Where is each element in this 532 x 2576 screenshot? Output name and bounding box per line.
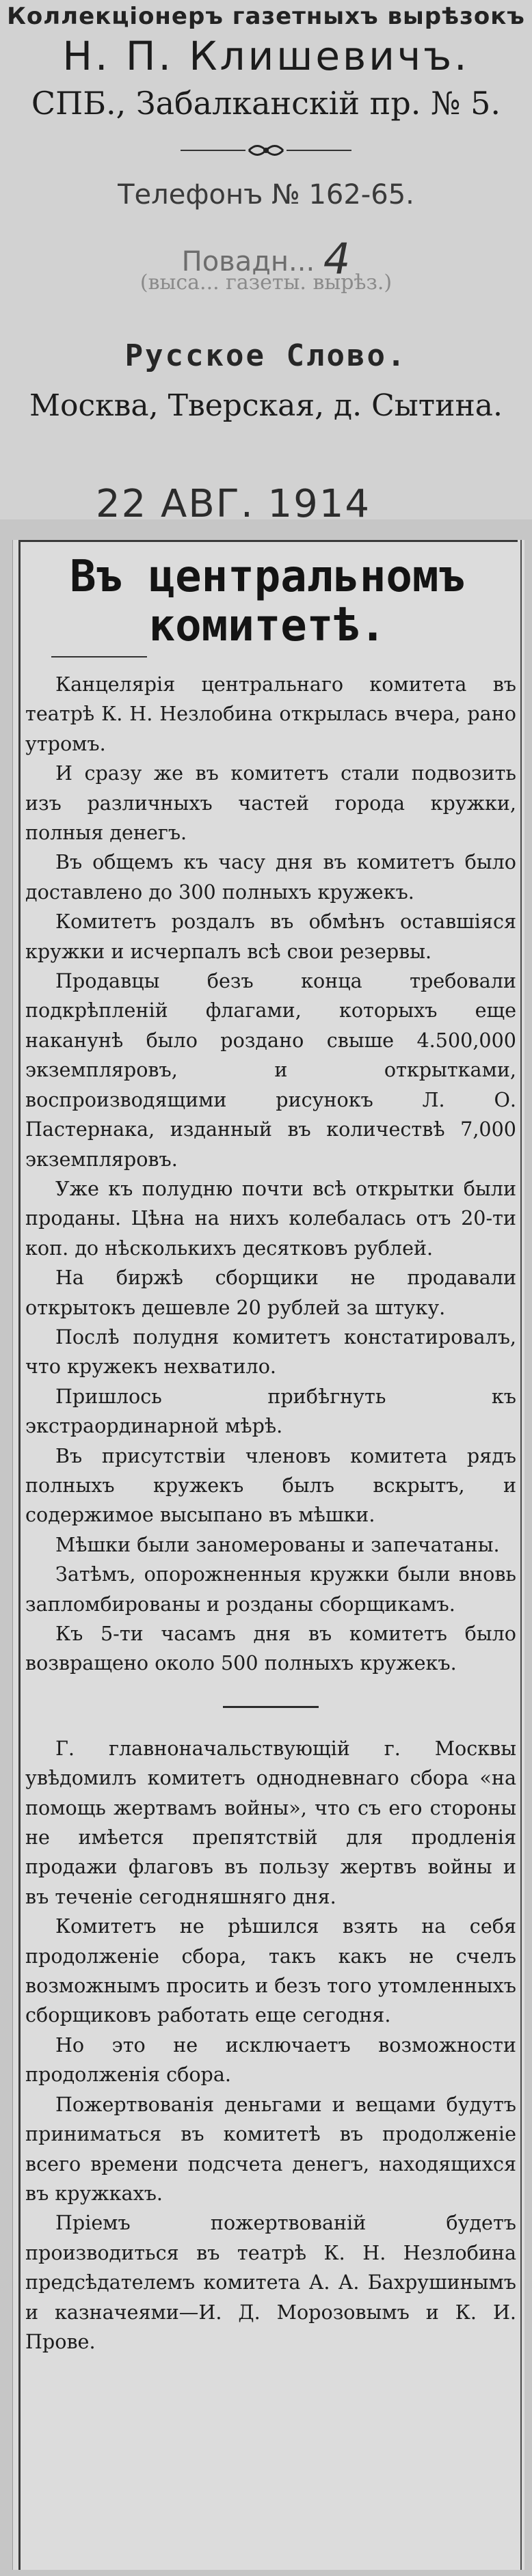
headline-line-2: комитетѣ. — [148, 601, 386, 651]
newspaper-title: Русское Слово. — [124, 338, 408, 373]
order-label: Повадн... — [181, 246, 315, 277]
article-paragraph: Комитетъ роздалъ въ обмѣнъ оставшіяся кружки и исчерпалъ всѣ свои резервы. — [25, 910, 516, 963]
article-paragraph: Пожертвованія деньгами и вещами будутъ приниматься въ комитетѣ въ продолженіе всего времени подсчета денегъ, находящихся въ кружкахъ. — [25, 2092, 516, 2205]
article-paragraph: На биржѣ сборщики не продавали открытокъ дешевле 20 рублей за штуку. — [25, 1266, 516, 1319]
article-paragraph: И сразу же въ комитетъ стали подвозить изъ различныхъ частей города кружки, полныя денегъ. — [25, 761, 516, 845]
article-paragraph: Уже къ полудню почти всѣ открытки были проданы. Цѣна на нихъ колебалась отъ 20-ти коп. до нѣсколькихъ десятковъ рублей. — [25, 1176, 516, 1260]
article-paragraph: Въ присутствіи членовъ комитета рядъ полныхъ кружекъ былъ вскрытъ, и содержимое высыпано въ мѣшки. — [25, 1443, 516, 1527]
article-paragraph: Мѣшки были заномерованы и запечатаны. — [55, 1532, 500, 1556]
collector-phone: Телефонъ № 162-65. — [118, 179, 414, 211]
clipping-border-left — [18, 540, 21, 2570]
collector-title: Коллекціонеръ газетныхъ вырѣзокъ — [7, 3, 525, 30]
section-divider — [223, 1706, 319, 1708]
date-stamp: 22 АВГ. 1914 — [96, 482, 371, 526]
article-paragraph: Послѣ полудня комитетъ констатировалъ, что кружекъ нехватило. — [25, 1325, 516, 1379]
article-paragraph: Пришлось прибѣгнуть къ экстраординарной мѣрѣ. — [25, 1384, 516, 1438]
newspaper-clipping — [12, 540, 524, 2570]
headline-rule — [51, 656, 147, 657]
newspaper-address: Москва, Тверская, д. Сытина. — [29, 388, 503, 423]
clipping-border-top — [18, 540, 518, 542]
collector-name: Н. П. Клишевичъ. — [62, 33, 470, 79]
article-paragraph: Канцелярія центральнаго комитета въ театрѣ К. Н. Незлобина открылась вчера, рано утромъ. — [25, 673, 516, 755]
article-paragraph: Затѣмъ, опорожненныя кружки были вновь запломбированы и розданы сборщикамъ. — [25, 1562, 516, 1616]
article-paragraph: Продавцы безъ конца требовали подкрѣпленій флагами, которыхъ еще наканунѣ было роздано свыше 4.500,000 экземпляровъ, и открытками, воспроизводящими рисунокъ Л. О. Пастернака, изданный въ количествѣ 7,000 экземпляровъ. — [25, 969, 516, 1171]
article-paragraph: Комитетъ не рѣшился взять на себя продолженіе сбора, такъ какъ не счелъ возможнымъ просить и безъ того утомленныхъ сборщиковъ работать еще сегодня. — [25, 1914, 516, 2027]
article-headline — [28, 552, 507, 657]
collector-address: СПБ., Забалканскій пр. № 5. — [31, 85, 501, 122]
headline-line-1: Въ центральномъ — [70, 552, 465, 602]
article-paragraph: Къ 5-ти часамъ дня въ комитетъ было возвращено около 500 полныхъ кружекъ. — [25, 1622, 516, 1675]
article-paragraph: Въ общемъ къ часу дня въ комитетъ было доставлено до 300 полныхъ кружекъ. — [25, 850, 516, 904]
clipping-border-right — [520, 540, 522, 2570]
article-paragraph: Пріемъ пожертвованій будетъ производиться въ театрѣ К. Н. Незлобина предсѣдателемъ комитета А. А. Бахрушинымъ и казначеями—И. Д. Морозовымъ и К. И. Прове. — [25, 2211, 516, 2353]
article-paragraph: Но это не исключаетъ возможности продолженія сбора. — [25, 2033, 516, 2087]
order-number: 4 — [323, 234, 351, 284]
ornament-icon — [181, 140, 351, 161]
order-note: (выса... газеты. вырѣз.) — [139, 271, 393, 295]
article-body — [25, 670, 516, 2357]
article-paragraph: Г. главноначальствующій г. Москвы увѣдомилъ комитетъ однодневнаго сбора «на помощь жертвамъ войны», что съ его стороны не имѣется препятствій для продленія продажи флаговъ въ пользу жертвъ войны и въ теченіе сегодняшняго дня. — [25, 1736, 516, 1908]
collector-stamp — [0, 0, 532, 526]
